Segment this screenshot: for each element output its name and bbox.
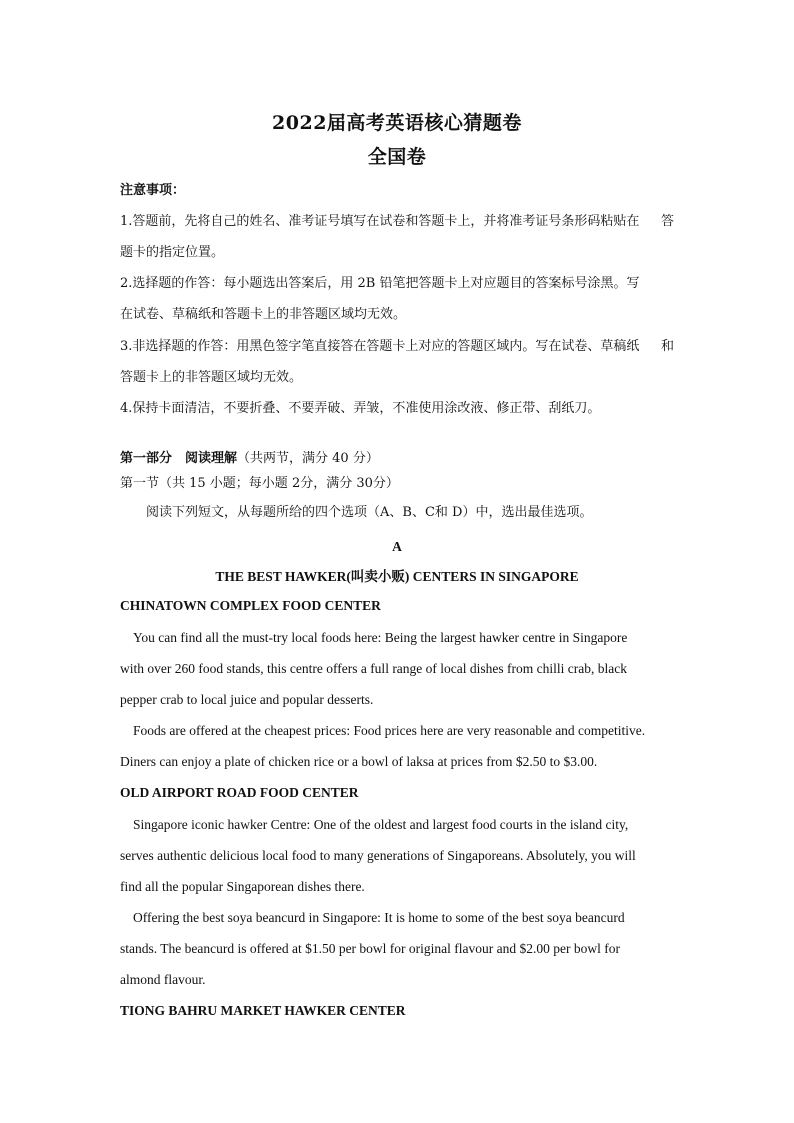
chinatown-p2-line-2: Diners can enjoy a plate of chicken rice or a bowl of laksa at prices from $2.50 to $3.00. [120, 754, 598, 769]
note-4: 4.保持卡面清洁，不要折叠、不要弄破、弄皱，不准使用涂改液、修正带、刮纸刀。 [120, 401, 601, 416]
old-airport-p2-line-3: almond flavour. [120, 972, 206, 987]
passage-title: THE BEST HAWKER(叫卖小贩) CENTERS IN SINGAPORE [215, 569, 579, 584]
note-2-line-1: 2.选择题的作答：每小题选出答案后，用 2B 铅笔把答题卡上对应题目的答案标号涂黑。写 [120, 276, 640, 291]
section-heading-old-airport: OLD AIRPORT ROAD FOOD CENTER [120, 785, 359, 800]
part1-heading-bold: 第一部分 阅读理解 [120, 451, 238, 466]
note-1-line-1 [120, 213, 674, 231]
old-airport-p1-line-1: Singapore iconic hawker Centre: One of the oldest and largest food courts in the island city, [133, 817, 629, 832]
old-airport-p2-line-1: Offering the best soya beancurd in Singapore: It is home to some of the best soya beancurd [133, 910, 625, 925]
note-3-line-1 [120, 338, 674, 356]
note-1-text: 1.答题前，先将自己的姓名、准考证号填写在试卷和答题卡上，并将准考证号条形码粘贴在 [120, 214, 640, 229]
chinatown-p1-line-3: pepper crab to local juice and popular desserts. [120, 692, 374, 707]
part1-heading [120, 450, 674, 468]
chinatown-p1-line-2: with over 260 food stands, this centre offers a full range of local dishes from chilli crab, black [120, 661, 627, 676]
exam-subtitle: 全国卷 [367, 146, 427, 168]
exam-title: 2022届高考英语核心猜题卷 [272, 112, 522, 134]
section-heading-tiong-bahru: TIONG BAHRU MARKET HAWKER CENTER [120, 1003, 406, 1018]
chinatown-p2-line-1: Foods are offered at the cheapest prices: Food prices here are very reasonable and competitive. [133, 723, 646, 738]
old-airport-p2-line-2: stands. The beancurd is offered at $1.50 per bowl for original flavour and $2.00 per bowl for [120, 941, 620, 956]
reading-instruction: 阅读下列短文，从每题所给的四个选项（A、B、C和 D）中，选出最佳选项。 [146, 505, 593, 520]
note-3-line-2: 答题卡上的非答题区域均无效。 [120, 370, 303, 385]
chinatown-p1-line-1: You can find all the must-try local foods here: Being the largest hawker centre in Singapore [133, 630, 628, 645]
note-2-line-2: 在试卷、草稿纸和答题卡上的非答题区域均无效。 [120, 307, 407, 322]
note-3-end: 和 [660, 339, 674, 354]
old-airport-p1-line-2: serves authentic delicious local food to many generations of Singaporeans. Absolutely, you will [120, 848, 636, 863]
passage-letter: A [392, 539, 402, 554]
old-airport-p1-line-3: find all the popular Singaporean dishes there. [120, 879, 365, 894]
notes-heading: 注意事项： [120, 183, 186, 198]
note-1-line-2: 题卡的指定位置。 [120, 245, 225, 260]
section1-heading: 第一节（共 15 小题；每小题 2分，满分 30分） [120, 476, 399, 491]
note-3-text: 3.非选择题的作答：用黑色签字笔直接答在答题卡上对应的答题区域内。写在试卷、草稿纸 [120, 339, 640, 354]
note-1-end: 答 [660, 214, 674, 229]
section-heading-chinatown: CHINATOWN COMPLEX FOOD CENTER [120, 598, 381, 613]
part1-heading-rest: （共两节，满分 40 分） [237, 451, 379, 466]
